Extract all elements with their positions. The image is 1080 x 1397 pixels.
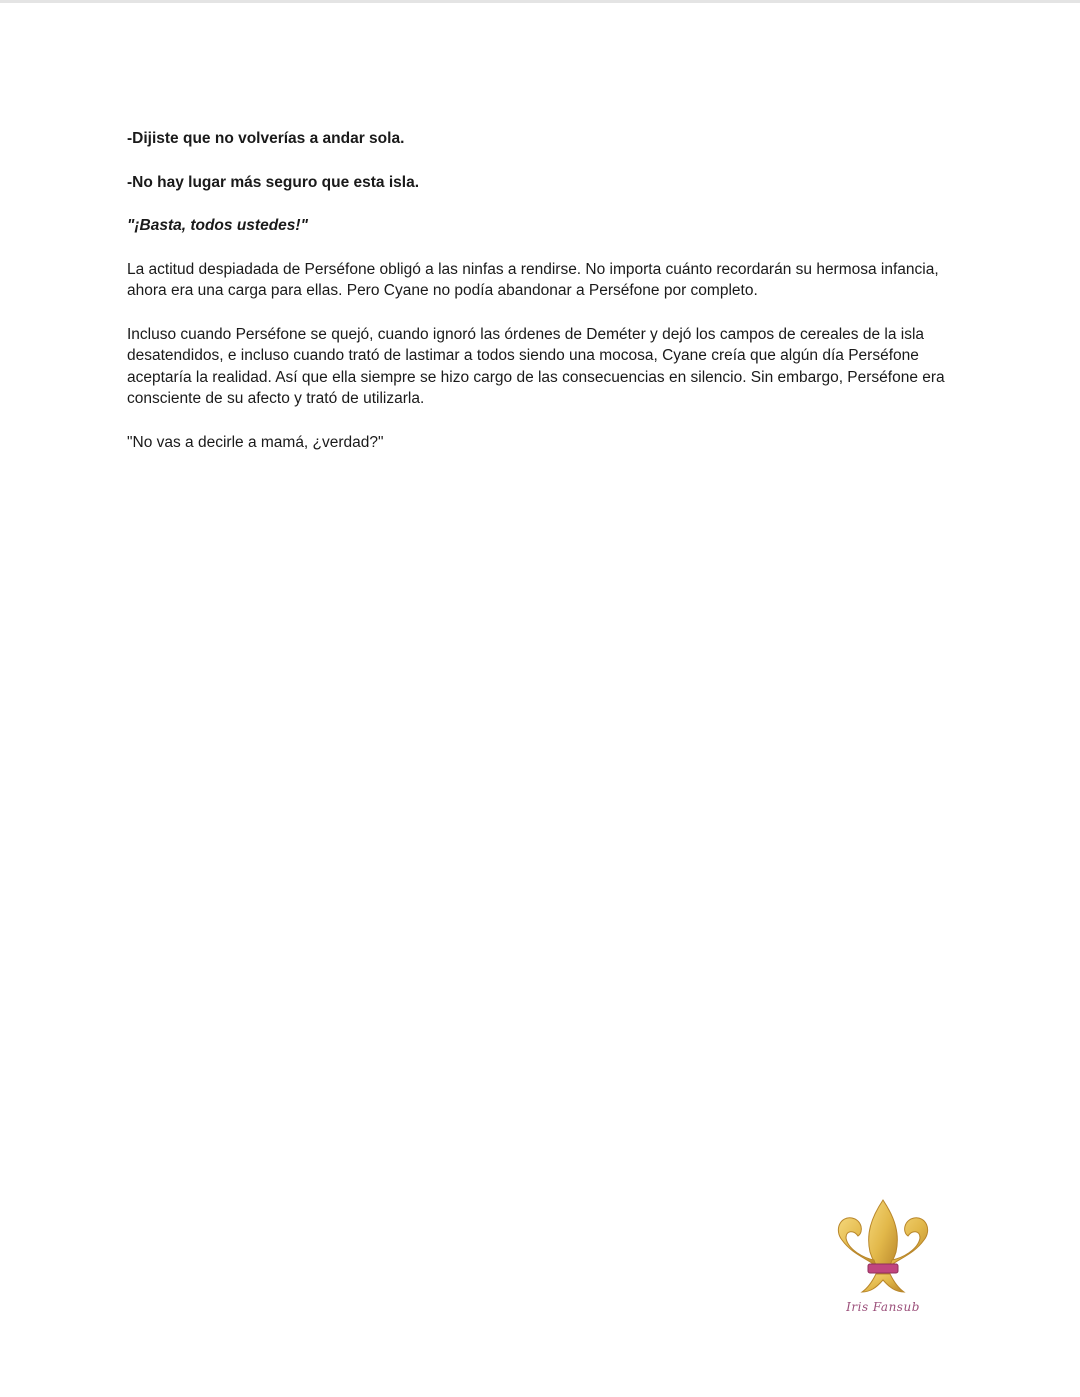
dialogue-line-1: -Dijiste que no volverías a andar sola. [127,130,405,147]
watermark-signature: Iris Fansub [846,1300,920,1314]
dialogue-line-2: -No hay lugar más seguro que esta isla. [127,173,420,191]
paragraph-2: Incluso cuando Perséfone se quejó, cuando ignoró las órdenes de Deméter y dejó los campos de cereales de la isla desatendidos, e incluso cuando trató de lastimar a todos siendo una mocosa, Cyane creía que algún día Perséfone aceptaría la realidad. Así que ella siempre se hizo cargo de las consecuencias en silencio. Sin embargo, Perséfone era consciente de su afecto y trató de utilizarla. [127,325,945,407]
fleur-de-lis-icon [826,1196,940,1300]
document-body [127,128,947,475]
watermark-logo [826,1196,940,1326]
paragraph-1: La actitud despiadada de Perséfone obligó a las ninfas a rendirse. No importa cuánto recordarán su hermosa infancia, ahora era una carga para ellas. Pero Cyane no podía abandonar a Perséfone por completo. [127,260,939,299]
top-divider [0,0,1080,3]
dialogue-line-4: "No vas a decirle a mamá, ¿verdad?" [127,433,384,451]
dialogue-line-3: "¡Basta, todos ustedes!" [127,217,308,234]
